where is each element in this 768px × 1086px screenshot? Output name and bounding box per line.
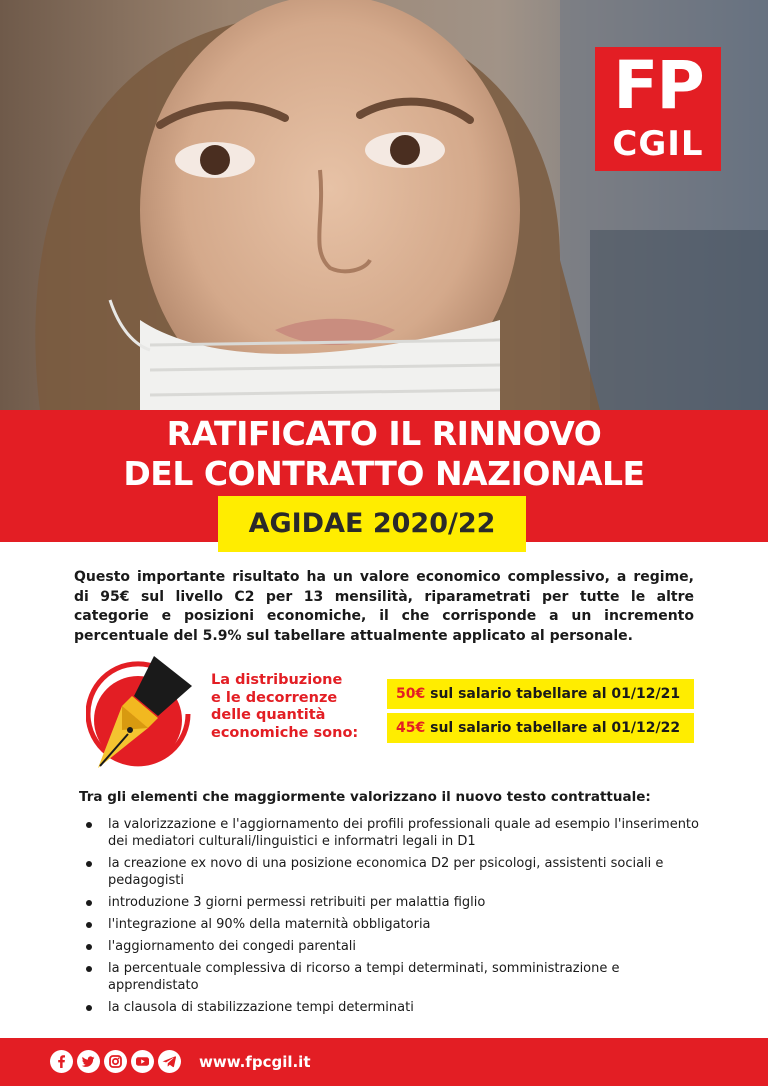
salary-increase-2022 — [387, 713, 694, 743]
list-item — [86, 960, 700, 994]
website-link[interactable]: www.fpcgil.it — [199, 1053, 311, 1071]
headline-line-2: DEL CONTRATTO NAZIONALE — [123, 454, 645, 493]
list-item-text: la creazione ex novo di una posizione economica D2 per psicologi, assistenti sociali e pedagogisti — [108, 856, 664, 888]
telegram-icon[interactable] — [158, 1050, 181, 1073]
bullet-icon — [86, 822, 92, 828]
salary-text: sul salario tabellare al 01/12/22 — [425, 720, 681, 736]
bullet-icon — [86, 944, 92, 950]
twitter-icon[interactable] — [77, 1050, 100, 1073]
intro-paragraph: Questo importante risultato ha un valore economico complessivo, a regime, di 95€ sul livello C2 per 13 mensilità, riparametrati per tutte le altre categorie e posizioni economiche, il che corrisponde a un incremento percentuale del 5.9% sul tabellare attualmente applicato al personale. — [74, 569, 694, 644]
list-item-text: introduzione 3 giorni permessi retribuiti per malattia figlio — [108, 895, 486, 910]
bullet-icon — [86, 1005, 92, 1011]
list-item-text: l'integrazione al 90% della maternità obbligatoria — [108, 917, 431, 932]
fountain-pen-icon — [86, 650, 206, 776]
distribution-line: e le decorrenze — [211, 689, 338, 706]
logo-cgil-text: CGIL — [612, 124, 704, 164]
bullet-icon — [86, 900, 92, 906]
distribution-line: economiche sono: — [211, 724, 359, 741]
bullet-icon — [86, 861, 92, 867]
list-item-text: la clausola di stabilizzazione tempi determinati — [108, 1000, 414, 1015]
salary-amount: 45€ — [396, 720, 426, 736]
elements-list — [86, 816, 700, 1021]
logo-fp-text: FP — [613, 47, 703, 124]
fp-cgil-logo — [595, 47, 721, 171]
salary-amount: 50€ — [396, 686, 426, 702]
distribution-line: delle quantità — [211, 707, 326, 723]
bullet-icon — [86, 966, 92, 972]
salary-text: sul salario tabellare al 01/12/21 — [425, 686, 681, 702]
list-item — [86, 916, 700, 933]
salary-increase-2021 — [387, 679, 694, 709]
list-item — [86, 999, 700, 1016]
list-item — [86, 938, 700, 955]
list-item-text: l'aggiornamento dei congedi parentali — [108, 939, 357, 954]
list-item-text: la percentuale complessiva di ricorso a tempi determinati, somministrazione e apprendistato — [108, 961, 620, 993]
instagram-icon[interactable] — [104, 1050, 127, 1073]
headline-subtitle: AGIDAE 2020/22 — [218, 496, 526, 552]
bullet-icon — [86, 922, 92, 928]
distribution-heading — [211, 672, 386, 742]
headline-line-1: RATIFICATO IL RINNOVO — [166, 414, 602, 453]
facebook-icon[interactable] — [50, 1050, 73, 1073]
youtube-icon[interactable] — [131, 1050, 154, 1073]
list-item-text: la valorizzazione e l'aggiornamento dei profili professionali quale ad esempio l'inserimento dei mediatori culturali/linguistici e informatri legali in D1 — [108, 817, 699, 849]
distribution-line: La distribuzione — [211, 672, 343, 688]
list-item — [86, 855, 700, 889]
headline-title — [0, 414, 768, 494]
list-item — [86, 816, 700, 850]
elements-heading: Tra gli elementi che maggiormente valorizzano il nuovo testo contrattuale: — [79, 789, 651, 805]
social-icons — [50, 1050, 181, 1074]
list-item — [86, 894, 700, 911]
